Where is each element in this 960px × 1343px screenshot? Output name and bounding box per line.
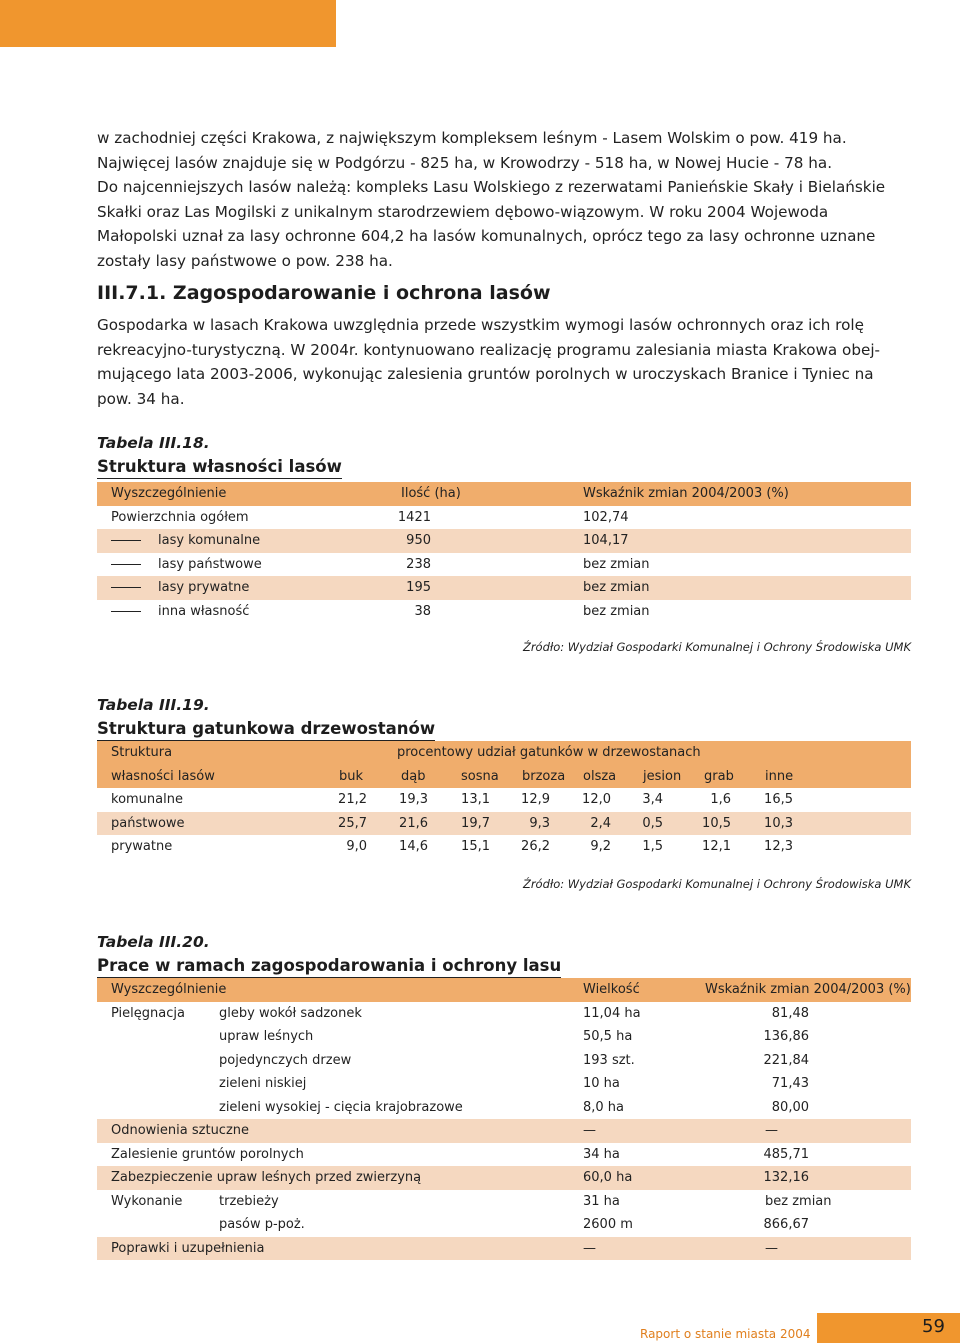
row-category: Poprawki i uzupełnienia [111,1240,265,1256]
table-row [97,529,911,553]
table-row [97,788,911,812]
table19-header-row [97,741,911,765]
cell-grab: 10,5 [702,815,731,831]
intro-line: w zachodniej części Krakowa, z największym kompleksem leśnym - Lasem Wolskim o pow. 419 ha. [97,129,847,147]
row-label: lasy komunalne [158,533,261,548]
table18-title: Struktura własności lasów [97,457,342,479]
row-area: 950 [406,533,431,548]
indent-dash [111,611,141,612]
row-index: 866,67 [763,1217,809,1232]
table18-source: Źródło: Wydział Gospodarki Komunalnej i Ochrony Środowiska UMK [522,640,911,654]
row-index: bez zmian [583,556,650,572]
table-row [97,1143,911,1167]
table-row [97,1190,911,1214]
row-index: — [765,1240,778,1256]
table19-header-cell: buk [339,768,364,784]
row-index: 71,43 [771,1076,809,1091]
table19-source: Źródło: Wydział Gospodarki Komunalnej i Ochrony Środowiska UMK [522,877,911,891]
row-size: — [583,1240,596,1256]
row-area: 238 [406,556,431,572]
cell-dab: 19,3 [399,792,428,807]
row-index: 104,17 [583,533,629,548]
row-subcategory: zieleni niskiej [219,1076,307,1091]
table-row [97,600,911,624]
row-index: 81,48 [771,1005,809,1021]
section-line: rekreacyjno-turystyczną. W 2004r. kontynuowano realizację programu zalesiania miasta Krakowa obej- [97,340,881,359]
row-index: bez zmian [765,1193,832,1209]
table20-title: Prace w ramach zagospodarowania i ochrony lasu [97,956,561,978]
row-subcategory: zieleni wysokiej - cięcia krajobrazowe [219,1099,463,1115]
table19 [97,741,911,859]
row-size: 60,0 ha [583,1170,633,1185]
cell-buk: 9,0 [346,839,367,854]
row-category: Wykonanie [111,1193,183,1209]
intro-line: Małopolski uznał za lasy ochronne 604,2 ha lasów komunalnych, oprócz tego za lasy ochronne uznane [97,227,876,245]
table-row [97,1166,911,1190]
table-row [97,1049,911,1073]
table-row [97,1237,911,1261]
footer-report-title: Raport o stanie miasta 2004 [640,1327,811,1341]
row-subcategory: upraw leśnych [219,1029,314,1044]
cell-brzoza: 12,9 [521,792,550,807]
indent-dash [111,540,141,541]
table18-header-cell: Wskaźnik zmian 2004/2003 (%) [583,486,789,501]
indent-dash [111,587,141,588]
row-subcategory: pojedynczych drzew [219,1052,352,1068]
page-number: 59 [922,1316,945,1337]
row-size: 11,04 ha [583,1005,641,1021]
table-row [97,1119,911,1143]
row-label: Powierzchnia ogółem [111,509,249,525]
table-row [97,835,911,859]
cell-brzoza: 26,2 [521,839,550,854]
table19-header-cell: jesion [643,768,682,784]
row-category: Zabezpieczenie upraw leśnych przed zwierzyną [111,1170,422,1185]
table19-header-row [97,765,911,789]
cell-jesion: 3,4 [642,792,663,807]
table20-header-row [97,978,911,1002]
table-row [97,576,911,600]
cell-dab: 21,6 [399,815,428,831]
cell-jesion: 1,5 [642,839,663,854]
table19-label: Tabela III.19. [97,696,210,714]
row-index: — [765,1123,778,1138]
row-size: 31 ha [583,1193,620,1209]
table19-header-cell: Struktura [111,745,173,760]
section-heading: III.7.1. Zagospodarowanie i ochrona lasów [97,282,551,304]
cell-buk: 21,2 [338,792,367,807]
cell-jesion: 0,5 [642,815,663,831]
row-index: bez zmian [583,603,650,619]
table19-header-cell: własności lasów [111,768,215,784]
section-line: Gospodarka w lasach Krakowa uwzględnia przede wszystkim wymogi lasów ochronnych oraz ich rolę [97,316,864,334]
row-label: państwowe [111,815,185,831]
table20-header-cell: Wyszczególnienie [111,982,227,997]
row-subcategory: trzebieży [219,1193,279,1209]
section-paragraph [97,313,915,411]
cell-olsza: 2,4 [590,815,611,831]
row-size: 10 ha [583,1076,620,1091]
row-label: inna własność [158,603,250,619]
row-area: 1421 [397,509,431,525]
top-color-band [0,0,336,47]
row-area: 38 [414,603,431,619]
indent-dash [111,564,141,565]
table18-header-row [97,482,911,506]
row-size: 8,0 ha [583,1099,625,1115]
table20-label: Tabela III.20. [97,933,210,951]
row-category: Odnowienia sztuczne [111,1123,250,1138]
row-subcategory: gleby wokół sadzonek [219,1005,362,1021]
table-row [97,1096,911,1120]
table20-header-cell: Wskaźnik zmian 2004/2003 (%) [705,982,911,997]
section-line: mującego lata 2003-2006, wykonując zalesienia gruntów porolnych w uroczyskach Branice i Tyniec na [97,365,874,383]
cell-olsza: 12,0 [582,792,611,807]
table-row [97,1072,911,1096]
table19-header-cell: grab [704,768,734,784]
table-row [97,1025,911,1049]
table18-label: Tabela III.18. [97,434,210,452]
cell-sosna: 13,1 [461,792,490,807]
row-index: 485,71 [763,1146,809,1162]
cell-sosna: 15,1 [461,839,490,854]
row-size: 193 szt. [583,1052,635,1068]
cell-grab: 1,6 [710,792,731,807]
intro-line: Do najcenniejszych lasów należą: kompleks Lasu Wolskiego z rezerwatami Panieńskie Skały i Bielańskie [97,178,886,196]
cell-inne: 12,3 [764,839,793,854]
intro-line: Skałki oraz Las Mogilski z unikalnym starodrzewiem dębowo-wiązowym. W roku 2004 Wojewoda [97,202,829,221]
row-index: bez zmian [583,580,650,595]
row-index: 80,00 [771,1099,809,1115]
table19-title: Struktura gatunkowa drzewostanów [97,719,435,741]
cell-sosna: 19,7 [461,815,490,831]
table20-header-cell: Wielkość [583,982,640,997]
row-label: lasy państwowe [158,556,262,572]
row-label: lasy prywatne [158,580,250,595]
table-row [97,506,911,530]
intro-line: zostały lasy państwowe o pow. 238 ha. [97,251,393,270]
cell-dab: 14,6 [399,839,428,854]
table19-header-cell: sosna [461,768,499,784]
intro-paragraph [97,126,915,273]
table18 [97,482,911,623]
row-label: komunalne [111,792,183,807]
table19-header-cell: brzoza [522,768,566,784]
row-index: 221,84 [763,1052,809,1068]
table20 [97,978,911,1260]
row-subcategory: pasów p-poż. [219,1217,305,1232]
table-row [97,553,911,577]
table19-header-cell: inne [765,768,794,784]
row-label: prywatne [111,839,173,854]
row-size: — [583,1123,596,1138]
table19-header-cell: olsza [583,768,617,784]
row-size: 50,5 ha [583,1029,633,1044]
intro-line: Najwięcej lasów znajduje się w Podgórzu - 825 ha, w Krowodrzy - 518 ha, w Nowej Hucie - 78 ha. [97,153,833,172]
table19-header-cell: dąb [401,768,426,784]
cell-brzoza: 9,3 [529,815,550,831]
table18-header-cell: Wyszczególnienie [111,486,227,501]
cell-grab: 12,1 [702,839,731,854]
row-size: 34 ha [583,1146,620,1162]
table19-header-cell: procentowy udział gatunków w drzewostanach [397,745,701,760]
section-line: pow. 34 ha. [97,389,185,408]
cell-inne: 10,3 [764,815,793,831]
cell-buk: 25,7 [338,815,367,831]
cell-inne: 16,5 [764,792,793,807]
table18-header-cell: Ilość (ha) [401,486,461,501]
table-row [97,812,911,836]
table-row [97,1213,911,1237]
row-index: 132,16 [763,1170,809,1185]
cell-olsza: 9,2 [590,839,611,854]
row-area: 195 [406,580,431,595]
row-index: 136,86 [763,1029,809,1044]
table-row [97,1002,911,1026]
row-index: 102,74 [583,509,629,525]
row-size: 2600 m [583,1217,633,1232]
row-category: Zalesienie gruntów porolnych [111,1146,304,1162]
row-category: Pielęgnacja [111,1005,185,1021]
